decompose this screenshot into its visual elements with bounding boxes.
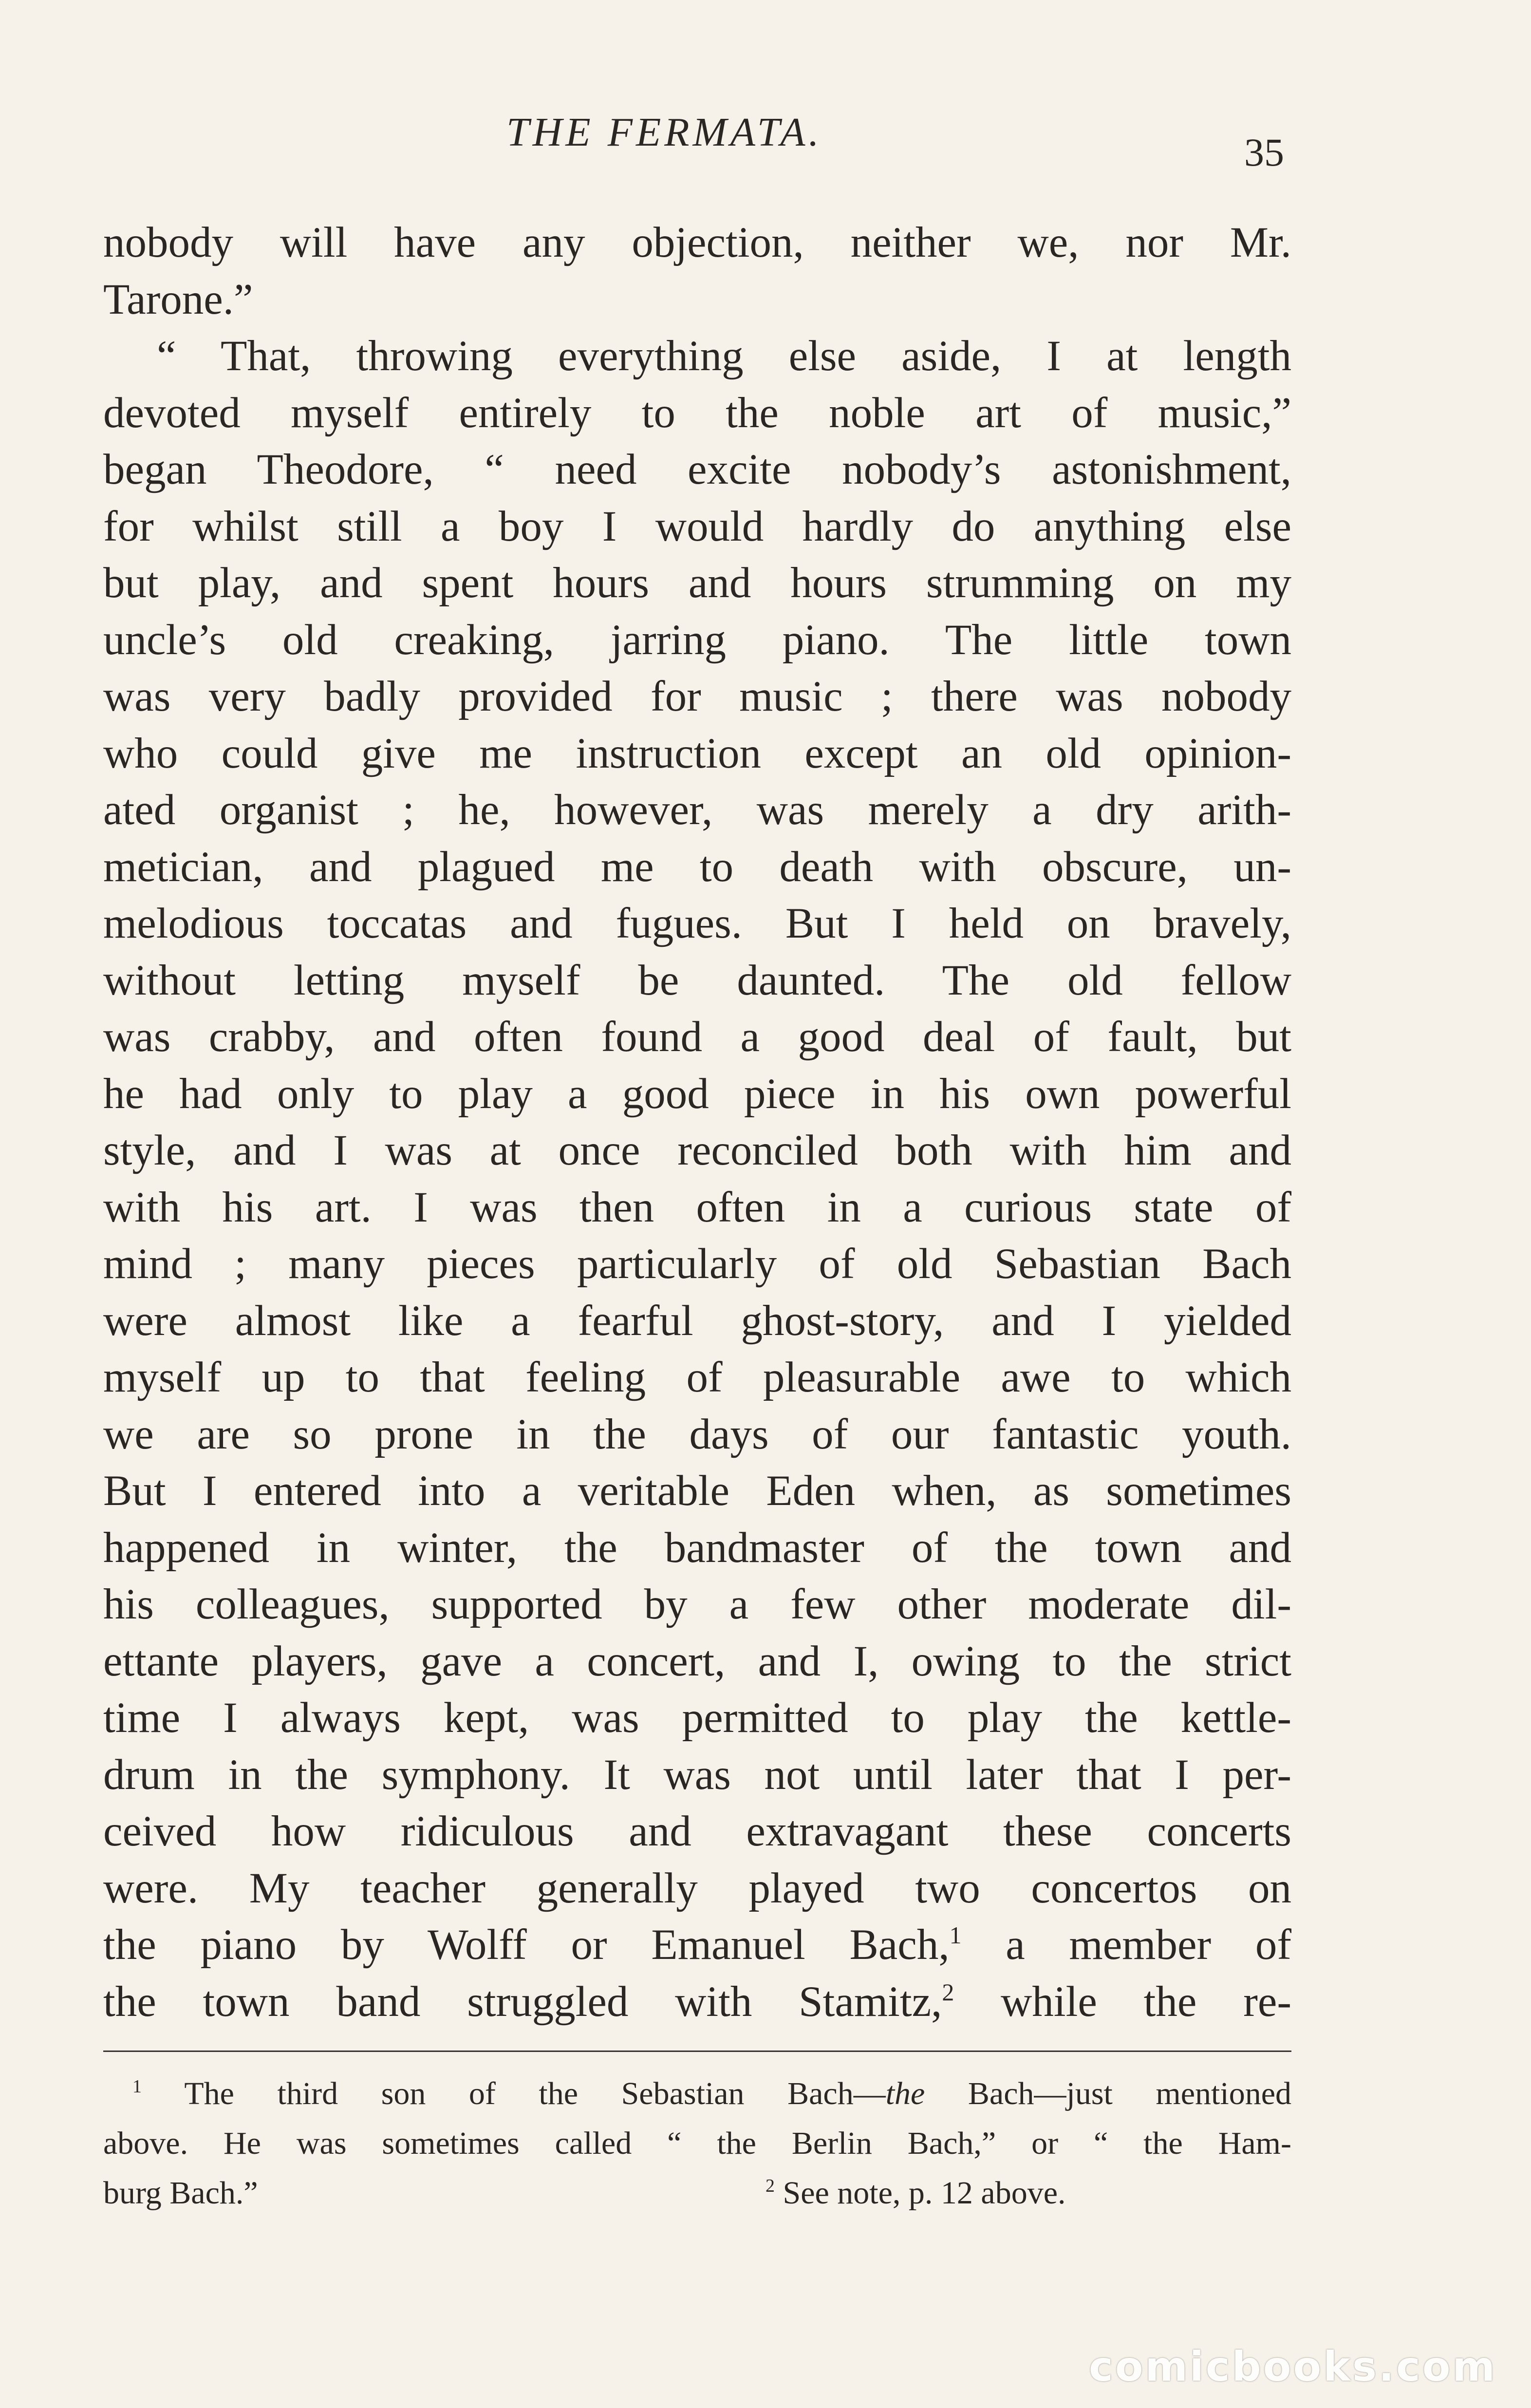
text-line: were. My teacher generally played two concertos on (103, 1864, 1291, 1912)
watermark: comicbooks.com (1089, 2343, 1497, 2390)
footnote-text: Bach—just mentioned (925, 2076, 1291, 2111)
footnote-text: The third son of the Sebastian Bach— (142, 2076, 886, 2111)
text-line: But I entered into a veritable Eden when, as sometimes (103, 1467, 1291, 1515)
text-line: time I always kept, was permitted to play the kettle- (103, 1694, 1291, 1742)
text-line: ceived how ridiculous and extravagant these concerts (103, 1807, 1291, 1855)
text-line: nobody will have any objection, neither we, nor Mr. (103, 219, 1291, 266)
text-line: melodious toccatas and fugues. But I held on bravely, (103, 900, 1291, 947)
text-line: style, and I was at once reconciled both with him and (103, 1127, 1291, 1174)
page-number: 35 (1244, 130, 1284, 174)
text-line: devoted myself entirely to the noble art of music,” (103, 389, 1291, 437)
text-line: without letting myself be daunted. The old fellow (103, 956, 1291, 1004)
text-line: we are so prone in the days of our fantastic youth. (103, 1410, 1291, 1458)
text-line: “ That, throwing everything else aside, I at length (157, 332, 1291, 380)
text-line: he had only to play a good piece in his own powerful (103, 1070, 1291, 1118)
text-line: drum in the symphony. It was not until later that I per- (103, 1750, 1291, 1799)
line-text: the town band struggled with Stamitz, (103, 1977, 942, 2026)
text-line: with his art. I was then often in a curious state of (103, 1183, 1291, 1231)
text-line: were almost like a fearful ghost-story, and I yielded (103, 1297, 1291, 1345)
line-text: while the re- (954, 1977, 1291, 2026)
text-line: his colleagues, supported by a few other moderate dil- (103, 1580, 1291, 1628)
footnote-1-mark: 1 (132, 2076, 142, 2097)
text-line: myself up to that feeling of pleasurable awe to which (103, 1354, 1291, 1401)
body-text (103, 214, 1291, 2030)
text-line: ettante players, gave a concert, and I, owing to the strict (103, 1637, 1291, 1685)
running-title: THE FERMATA. (506, 110, 822, 155)
text-line: ated organist ; he, however, was merely a dry arith- (103, 786, 1291, 834)
footnote-last-line (103, 2168, 1291, 2218)
text-line: began Theodore, “ need excite nobody’s astonishment, (103, 446, 1291, 493)
footnote-divider (103, 2051, 1291, 2052)
footnote-1-line (103, 2069, 1291, 2119)
footnote-1-line: above. He was sometimes called “ the Berlin Bach,” or “ the Ham- (103, 2126, 1291, 2161)
text-line: who could give me instruction except an old opinion- (103, 729, 1291, 777)
text-line: was crabby, and often found a good deal of fault, but (103, 1013, 1291, 1061)
text-line: for whilst still a boy I would hardly do anything else (103, 502, 1291, 550)
footnotes (103, 2069, 1291, 2218)
text-line-with-footnote-mark (103, 1917, 1291, 1974)
footnote-2-mark: 2 (766, 2176, 775, 2196)
text-line: metician, and plagued me to death with obscure, un- (103, 843, 1291, 891)
text-line: Tarone.” (103, 275, 253, 323)
footnote-2 (766, 2168, 1066, 2218)
text-line: but play, and spent hours and hours strumming on my (103, 559, 1291, 607)
text-line: happened in winter, the bandmaster of the town and (103, 1524, 1291, 1572)
text-line-with-footnote-mark (103, 1974, 1291, 2031)
footnote-text: See note, p. 12 above. (775, 2175, 1066, 2211)
footnote-italic-text: the (885, 2076, 925, 2111)
text-line: uncle’s old creaking, jarring piano. The little town (103, 616, 1291, 664)
line-text: a member of (961, 1921, 1291, 1969)
footnote-reference-2: 2 (942, 1978, 954, 2006)
text-line: mind ; many pieces particularly of old Sebastian Bach (103, 1240, 1291, 1288)
footnote-reference-1: 1 (949, 1921, 962, 1949)
text-line: was very badly provided for music ; there was nobody (103, 673, 1291, 720)
line-text: the piano by Wolff or Emanuel Bach, (103, 1921, 950, 1969)
footnote-text: burg Bach.” (103, 2175, 258, 2211)
